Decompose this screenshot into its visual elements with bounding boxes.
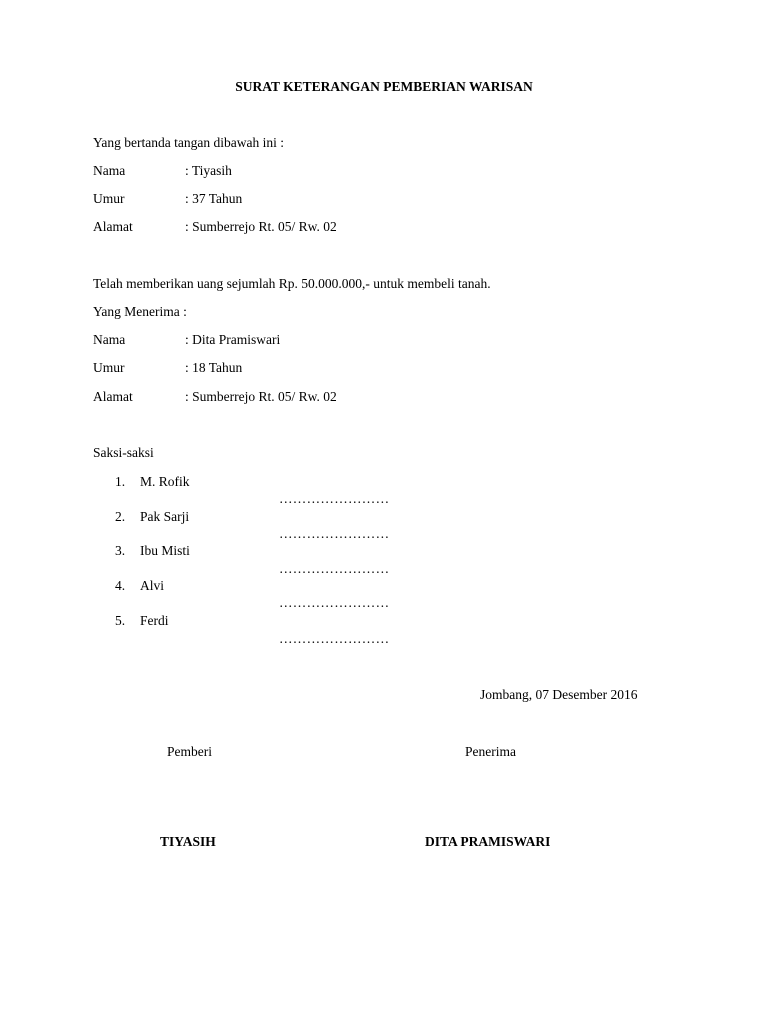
witness-number: 3.: [115, 543, 126, 558]
receiver-name-label: Nama: [93, 332, 126, 347]
place-date: Jombang, 07 Desember 2016: [480, 687, 638, 702]
giver-name-label: Nama: [93, 163, 126, 178]
receiver-role-label: Penerima: [465, 744, 516, 759]
receiver-signature-name: DITA PRAMISWARI: [425, 834, 551, 849]
receiver-age-value: : 18 Tahun: [185, 360, 243, 375]
receiver-name-value: : Dita Pramiswari: [185, 332, 281, 347]
witness-name: Ibu Misti: [140, 543, 190, 558]
giver-role-label: Pemberi: [167, 744, 212, 759]
intro-text: Yang bertanda tangan dibawah ini :: [93, 135, 284, 150]
witness-name: Pak Sarji: [140, 509, 190, 524]
witness-number: 2.: [115, 509, 126, 524]
giver-address-label: Alamat: [93, 219, 133, 234]
witness-number: 5.: [115, 613, 126, 628]
witness-signature-line: ……………………: [279, 595, 390, 610]
witness-signature-line: ……………………: [279, 561, 390, 576]
giver-signature-name: TIYASIH: [160, 834, 216, 849]
giver-name-value: : Tiyasih: [185, 163, 232, 178]
giver-address-value: : Sumberrejo Rt. 05/ Rw. 02: [185, 219, 337, 234]
witness-number: 4.: [115, 578, 126, 593]
statement-text: Telah memberikan uang sejumlah Rp. 50.000.000,- untuk membeli tanah.: [93, 276, 491, 291]
witness-signature-line: ……………………: [279, 491, 390, 506]
giver-age-label: Umur: [93, 191, 125, 206]
receiver-age-label: Umur: [93, 360, 125, 375]
giver-age-value: : 37 Tahun: [185, 191, 243, 206]
witness-name: Alvi: [140, 578, 165, 593]
witness-number: 1.: [115, 474, 126, 489]
witness-name: M. Rofik: [140, 474, 190, 489]
receiver-address-value: : Sumberrejo Rt. 05/ Rw. 02: [185, 389, 337, 404]
document-title: SURAT KETERANGAN PEMBERIAN WARISAN: [235, 79, 533, 94]
receiver-address-label: Alamat: [93, 389, 133, 404]
witness-signature-line: ……………………: [279, 631, 390, 646]
witness-signature-line: ……………………: [279, 526, 390, 541]
receiver-intro: Yang Menerima :: [93, 304, 187, 319]
witness-name: Ferdi: [140, 613, 169, 628]
witness-heading: Saksi-saksi: [93, 445, 154, 460]
